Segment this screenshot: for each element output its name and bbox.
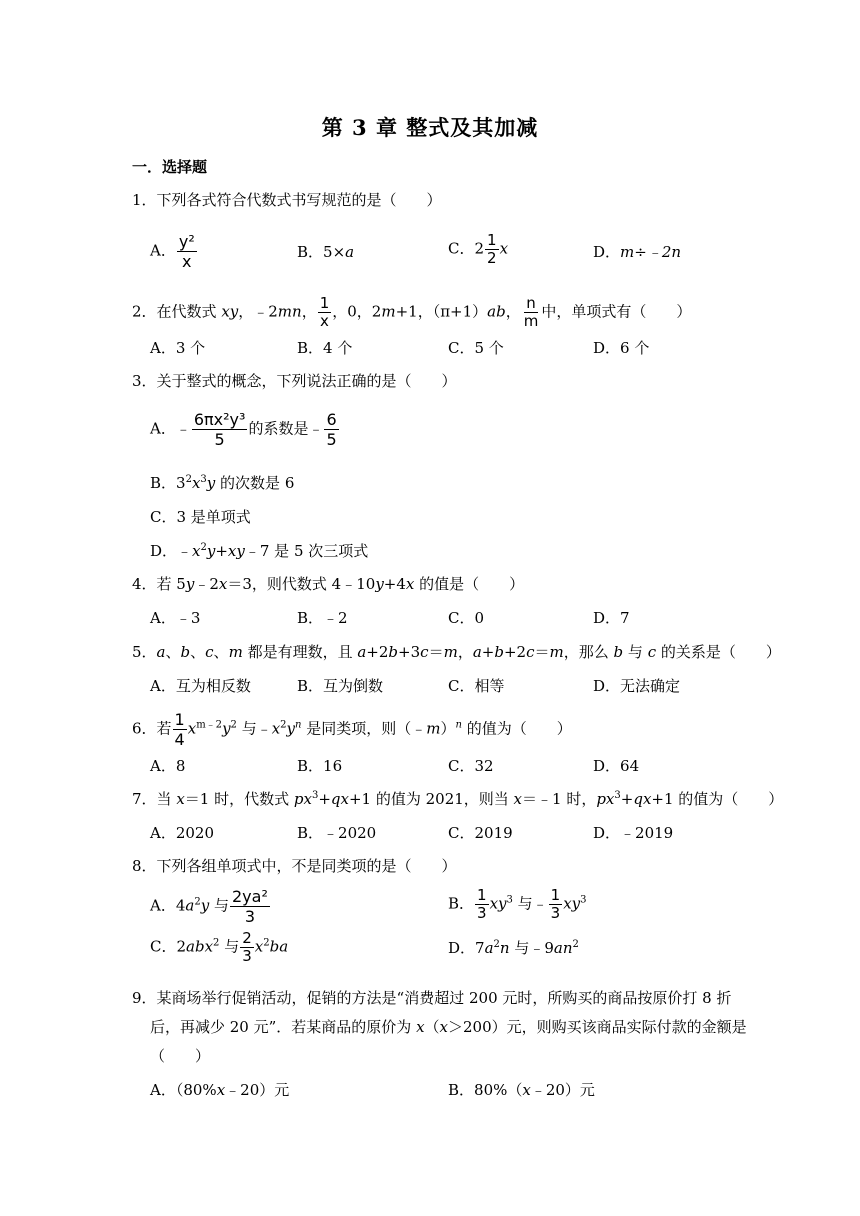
fraction: $\frac{1}{3}$ — [477, 886, 487, 922]
q5-option-b: B．互为倒数 — [297, 677, 384, 695]
question-4-stem: 4．若 5y﹣2x＝3，则代数式 4﹣10y+4x 的值是（ ） — [132, 575, 525, 593]
q1-option-b: B．5×a — [297, 243, 355, 261]
q3-option-a: A．﹣ $\frac{\text{6πx²y³}}{5}$ 的系数是﹣ $\frac{6}{5}$ — [150, 410, 337, 449]
q3-option-b: B．$3^2x^3y$ 的次数是 6 — [150, 474, 295, 492]
fraction: $\frac{\text{2ya²}}{3}$ — [231, 887, 268, 926]
question-3-stem: 3．关于整式的概念，下列说法正确的是（ ） — [132, 372, 457, 390]
q9-option-b: B．80%（x﹣20）元 — [448, 1081, 595, 1099]
q7-option-a: A．2020 — [150, 824, 215, 842]
question-9-line-1: 9．某商场举行促销活动，促销的方法是“消费超过 200 元时，所购买的商品按原价打 8 折 — [132, 989, 732, 1007]
q5-option-a: A．互为相反数 — [150, 677, 251, 695]
fraction: $\frac{1}{x}$ — [319, 294, 330, 330]
q1-option-c: C．2 $\frac{1}{2}$ x — [448, 231, 509, 267]
q8-option-d: D．$7a^2n$ 与$﹣9an^2$ — [448, 939, 579, 957]
q2-option-c: C．5 个 — [448, 339, 504, 357]
q4-option-a: A．﹣3 — [150, 609, 201, 627]
fraction: $\frac{1}{3}$ — [550, 886, 561, 922]
fraction: $\frac{1}{2}$ — [487, 231, 497, 267]
q6-option-c: C．32 — [448, 757, 494, 775]
q6-option-b: B．16 — [297, 757, 343, 775]
section-heading: 一．选择题 — [132, 158, 208, 176]
question-1-stem: 1．下列各式符合代数式书写规范的是（ ） — [132, 191, 442, 209]
fraction: $\frac{6}{5}$ — [326, 410, 337, 449]
fraction: $\frac{\text{y²}}{x}$ — [178, 232, 195, 271]
q2-option-d: D．6 个 — [593, 339, 650, 357]
q4-option-d: D．7 — [593, 609, 630, 627]
fraction: $\frac{n}{m}$ — [523, 294, 539, 330]
q7-option-c: C．2019 — [448, 824, 513, 842]
q8-option-b: B． $\frac{1}{3}$ $xy^3$ 与﹣ $\frac{1}{3}$ $xy^3$ — [448, 886, 587, 922]
q8-option-a: A．$4a^2y$ 与 $\frac{\text{2ya²}}{3}$ — [150, 887, 268, 926]
page-title: 第 3 章 整式及其加减 — [321, 115, 539, 140]
q3-option-c: C．3 是单项式 — [150, 508, 251, 526]
q5-option-c: C．相等 — [448, 677, 505, 695]
q2-option-a: A．3 个 — [150, 339, 206, 357]
q7-option-d: D．﹣2019 — [593, 824, 674, 842]
question-6-stem: 6．若 $\frac{1}{4}$ $x^{m﹣2}y^2$ 与$﹣x^2y^n$ 是同类项，则（﹣m）$^n$ 的值为（ ） — [132, 710, 572, 749]
question-9-line-3: （ ） — [150, 1047, 211, 1065]
question-7-stem: 7．当 x＝1 时，代数式 $px^3+qx+1$ 的值为 2021，则当 x＝﹣1 时，$px^3+qx+1$ 的值为（ ） — [132, 790, 784, 808]
q4-option-b: B．﹣2 — [297, 609, 348, 627]
fraction: $\frac{1}{4}$ — [174, 710, 185, 749]
question-2-stem: 2．在代数式 xy，﹣2mn， $\frac{1}{x}$ ，0，2m+1，（π+1）ab， $\frac{n}{m}$ 中，单项式有（ ） — [132, 294, 692, 330]
question-9-line-2: 后，再减少 20 元”．若某商品的原价为 x（x＞200）元，则购买该商品实际付款的金额是 — [150, 1018, 747, 1036]
q1-option-d: D．m÷﹣2n — [593, 243, 682, 261]
question-5-stem: 5．a、b、c、m 都是有理数，且 a+2b+3c＝m，a+b+2c＝m，那么 b 与 c 的关系是（ ） — [132, 643, 781, 661]
q3-option-d: D．$﹣x^2y+xy﹣7$ 是 5 次三项式 — [150, 542, 369, 560]
q4-option-c: C．0 — [448, 609, 485, 627]
q6-option-a: A．8 — [150, 757, 186, 775]
q6-option-d: D．64 — [593, 757, 640, 775]
q8-option-c: C．2abx$^2$ 与 $\frac{2}{3}$ $x^2ba$ — [150, 929, 289, 965]
q7-option-b: B．﹣2020 — [297, 824, 377, 842]
q2-option-b: B．4 个 — [297, 339, 353, 357]
q5-option-d: D．无法确定 — [593, 677, 681, 695]
q1-option-a: A． $\frac{\text{y²}}{x}$ — [150, 232, 195, 271]
question-8-stem: 8．下列各组单项式中，不是同类项的是（ ） — [132, 857, 457, 875]
fraction: $\frac{\text{6πx²y³}}{5}$ — [193, 410, 246, 449]
q9-option-a: A．（80%x﹣20）元 — [150, 1081, 290, 1099]
fraction: $\frac{2}{3}$ — [242, 929, 252, 965]
